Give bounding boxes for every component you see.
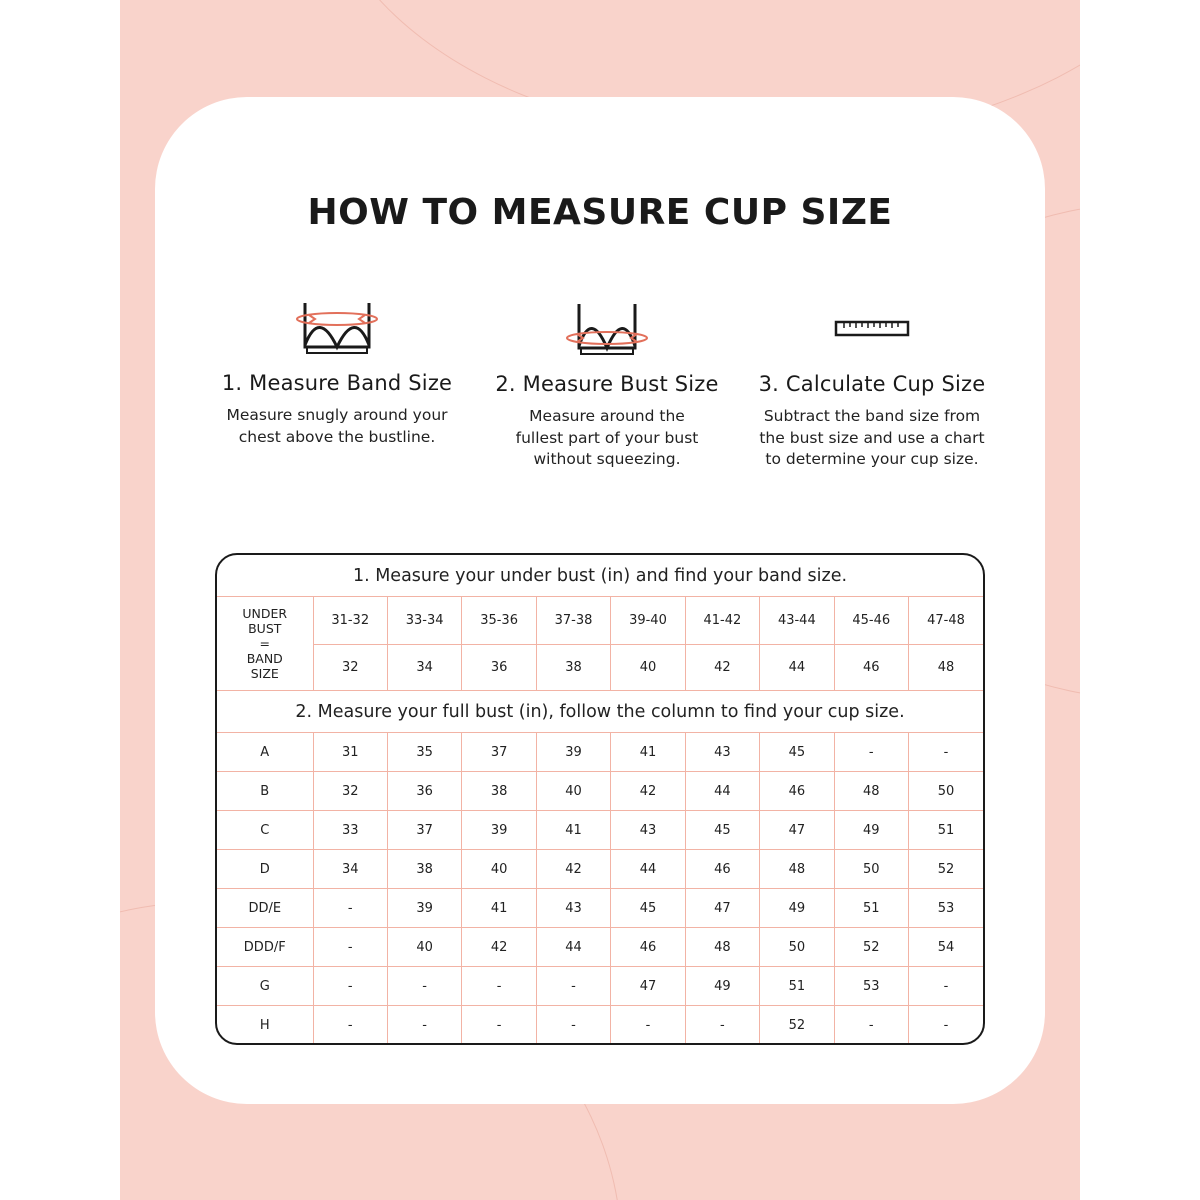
bust-size-cell: 48 — [760, 850, 834, 889]
bust-size-cell: - — [387, 1006, 461, 1045]
cup-row — [217, 928, 983, 967]
cup-row — [217, 967, 983, 1006]
page-title: HOW TO MEASURE CUP SIZE — [307, 192, 893, 233]
bust-size-cell: 32 — [313, 772, 387, 811]
bust-size-cell: 54 — [909, 928, 984, 967]
bust-size-cell: - — [313, 928, 387, 967]
bust-size-cell: 52 — [909, 850, 984, 889]
under-bust-cell: 31-32 — [313, 597, 387, 645]
bust-size-cell: 34 — [313, 850, 387, 889]
bust-size-cell: - — [909, 967, 984, 1006]
cup-label: DDD/F — [217, 928, 313, 967]
bust-size-cell: 43 — [611, 811, 685, 850]
step-measure-bust — [462, 294, 752, 471]
cup-row — [217, 850, 983, 889]
bust-size-cell: 38 — [462, 772, 536, 811]
cup-row — [217, 889, 983, 928]
cup-label: B — [217, 772, 313, 811]
bust-size-cell: 42 — [462, 928, 536, 967]
cup-label: H — [217, 1006, 313, 1045]
bust-size-cell: 47 — [760, 811, 834, 850]
bust-size-cell: - — [462, 1006, 536, 1045]
band-size-cell: 42 — [685, 645, 759, 691]
bust-size-cell: - — [387, 967, 461, 1006]
bust-size-cell: 47 — [611, 967, 685, 1006]
bust-size-cell: - — [909, 1006, 984, 1045]
bust-size-cell: 51 — [834, 889, 908, 928]
bust-size-cell: 43 — [685, 733, 759, 772]
bust-size-cell: 42 — [536, 850, 610, 889]
bust-size-cell: 43 — [536, 889, 610, 928]
bust-size-cell: 53 — [834, 967, 908, 1006]
bust-size-cell: 52 — [834, 928, 908, 967]
under-bust-cell: 47-48 — [909, 597, 984, 645]
under-bust-cell: 43-44 — [760, 597, 834, 645]
band-size-cell: 46 — [834, 645, 908, 691]
bra-band-measure-icon — [192, 293, 482, 363]
bust-size-cell: 48 — [834, 772, 908, 811]
row-label-under-bust-band-size: UNDER BUST = BAND SIZE — [217, 597, 313, 691]
bust-size-cell: 35 — [387, 733, 461, 772]
bust-size-cell: 52 — [760, 1006, 834, 1045]
band-size-cell: 34 — [387, 645, 461, 691]
cup-label: DD/E — [217, 889, 313, 928]
bust-size-cell: 37 — [387, 811, 461, 850]
bust-size-cell: 49 — [834, 811, 908, 850]
ruler-icon — [727, 294, 1017, 364]
bust-size-cell: 33 — [313, 811, 387, 850]
bust-size-cell: - — [313, 889, 387, 928]
size-chart-table — [215, 553, 985, 1045]
cup-label: C — [217, 811, 313, 850]
step-measure-band — [192, 293, 482, 448]
bust-size-cell: 45 — [685, 811, 759, 850]
bust-size-cell: 44 — [685, 772, 759, 811]
bust-size-cell: 51 — [760, 967, 834, 1006]
under-bust-cell: 37-38 — [536, 597, 610, 645]
bust-size-cell: - — [909, 733, 984, 772]
bust-size-cell: - — [611, 1006, 685, 1045]
cup-label: G — [217, 967, 313, 1006]
bust-size-cell: 44 — [611, 850, 685, 889]
under-bust-cell: 45-46 — [834, 597, 908, 645]
bust-size-cell: 53 — [909, 889, 984, 928]
bust-size-cell: 50 — [760, 928, 834, 967]
cup-row — [217, 1006, 983, 1045]
cup-instruction: 2. Measure your full bust (in), follow the column to find your cup size. — [217, 691, 983, 733]
band-size-cell: 48 — [909, 645, 984, 691]
bust-size-cell: 49 — [685, 967, 759, 1006]
band-instruction: 1. Measure your under bust (in) and find your band size. — [217, 555, 983, 597]
bust-size-cell: 41 — [611, 733, 685, 772]
bust-size-cell: 46 — [760, 772, 834, 811]
bust-size-cell: 36 — [387, 772, 461, 811]
bust-size-cell: 48 — [685, 928, 759, 967]
bust-size-cell: 40 — [387, 928, 461, 967]
under-bust-cell: 39-40 — [611, 597, 685, 645]
step-heading: 3. Calculate Cup Size — [758, 372, 986, 396]
bust-size-cell: 45 — [760, 733, 834, 772]
step-text: Measure snugly around your chest above the bustline. — [226, 406, 448, 446]
bust-size-cell: - — [313, 967, 387, 1006]
bust-size-cell: 31 — [313, 733, 387, 772]
bust-size-cell: 49 — [760, 889, 834, 928]
bust-size-cell: - — [536, 967, 610, 1006]
bust-size-cell: 40 — [462, 850, 536, 889]
step-heading: 2. Measure Bust Size — [495, 372, 719, 396]
cup-row — [217, 811, 983, 850]
bust-size-cell: - — [685, 1006, 759, 1045]
bust-size-cell: 44 — [536, 928, 610, 967]
bra-bust-measure-icon — [462, 294, 752, 364]
bust-size-cell: - — [313, 1006, 387, 1045]
step-text: Measure around the fullest part of your bust without squeezing. — [515, 407, 699, 468]
bust-size-cell: 37 — [462, 733, 536, 772]
step-text: Subtract the band size from the bust size and use a chart to determine your cup size. — [759, 407, 985, 468]
bust-size-cell: 39 — [462, 811, 536, 850]
bust-size-cell: - — [834, 733, 908, 772]
bust-size-cell: 41 — [462, 889, 536, 928]
bust-size-cell: 50 — [909, 772, 984, 811]
bust-size-cell: 39 — [536, 733, 610, 772]
cup-label: D — [217, 850, 313, 889]
bust-size-cell: 41 — [536, 811, 610, 850]
step-calculate-cup — [727, 294, 1017, 471]
bust-size-cell: 38 — [387, 850, 461, 889]
bust-size-cell: - — [462, 967, 536, 1006]
bust-size-cell: 50 — [834, 850, 908, 889]
bust-size-cell: 46 — [685, 850, 759, 889]
bust-size-cell: 40 — [536, 772, 610, 811]
under-bust-cell: 41-42 — [685, 597, 759, 645]
band-size-cell: 44 — [760, 645, 834, 691]
bust-size-cell: - — [536, 1006, 610, 1045]
band-size-cell: 38 — [536, 645, 610, 691]
bust-size-cell: 39 — [387, 889, 461, 928]
bust-size-cell: 46 — [611, 928, 685, 967]
band-size-cell: 36 — [462, 645, 536, 691]
bust-size-cell: 45 — [611, 889, 685, 928]
band-size-cell: 32 — [313, 645, 387, 691]
bust-size-cell: 42 — [611, 772, 685, 811]
bust-size-cell: 51 — [909, 811, 984, 850]
cup-label: A — [217, 733, 313, 772]
bust-size-cell: - — [834, 1006, 908, 1045]
step-heading: 1. Measure Band Size — [221, 371, 453, 395]
cup-row — [217, 733, 983, 772]
band-size-cell: 40 — [611, 645, 685, 691]
under-bust-cell: 33-34 — [387, 597, 461, 645]
cup-row — [217, 772, 983, 811]
under-bust-cell: 35-36 — [462, 597, 536, 645]
bust-size-cell: 47 — [685, 889, 759, 928]
